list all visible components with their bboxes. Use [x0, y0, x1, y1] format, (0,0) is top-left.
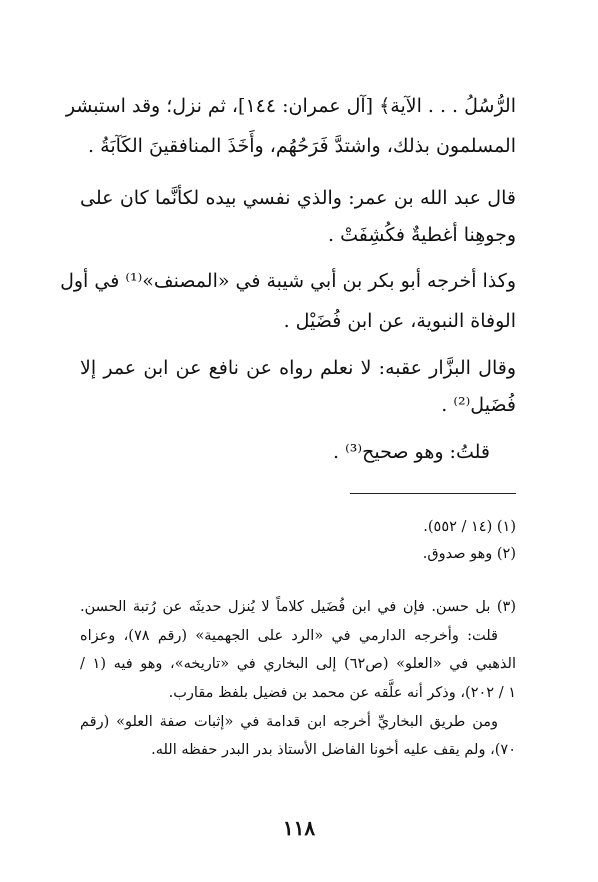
- footnote-3-line-6: ٧٠)، ولم يقف عليه أخونا الفاضل الأستاذ بدر البدر حفظه الله.: [151, 742, 516, 758]
- paragraph-4-line-2: فُضَيل⁽²⁾ .: [441, 394, 516, 416]
- paragraph-1-line-2: المسلمون بذلك، واشتدَّ فَرَحُهُم، وأَخَذَ المنافقينَ الكَآبَةُ .: [88, 135, 516, 157]
- footnote-3-line-2: قلت: وأخرجه الدارمي في «الرد على الجهمية» (رقم ٧٨)، وعزاه: [80, 628, 498, 644]
- paragraph-2-line-1: قال عبد الله بن عمر: والذي نفسي بيده لكأنَّما كان على: [80, 187, 516, 209]
- footnote-1: (١) (١٤ / ٥٥٢).: [423, 519, 516, 535]
- paragraph-4-line-1: وقال البزَّار عقبه: لا نعلم رواه عن نافع عن ابن عمر إلا: [80, 357, 516, 379]
- page-number: ١١٨: [282, 816, 316, 840]
- paragraph-3-line-1: وكذا أخرجه أبو بكر بن أبي شيبة في «المصنف»⁽¹⁾ في أول: [60, 270, 516, 292]
- footnote-2: (٢) وهو صدوق.: [422, 546, 516, 562]
- paragraph-1-line-1: الرُّسُلُ . . . الآية﴾ [آل عمران: ١٤٤]، ثم نزل؛ وقد استبشر: [65, 95, 516, 117]
- footnote-3-line-3: الذهبي في «العلو» (ص٦٢) إلى البخاري في «تاريخه»، وهو فيه (١ /: [80, 656, 516, 672]
- footnote-3-line-5: ومن طريق البخاريِّ أخرجه ابن قدامة في «إثبات صفة العلو» (رقم: [80, 714, 498, 730]
- paragraph-5-line-1: قلتُ: وهو صحيح⁽³⁾ .: [333, 441, 490, 463]
- footnote-3-line-1: (٣) بل حسن. فإن في ابن فُضَيل كلاماً لا يُنزل حديثَه عن رُتبة الحسن.: [80, 599, 516, 615]
- paragraph-3-line-2: الوفاة النبوية، عن ابن فُضَيْل .: [283, 310, 516, 332]
- footnote-3-line-4: ١ / ٢٠٢)، وذكر أنه علَّقه عن محمد بن فضيل بلفظ مقارب.: [168, 685, 516, 701]
- paragraph-2-line-2: وجوهِنا أغطيةٌ فكُشِفَتْ .: [328, 224, 516, 246]
- footnote-divider: [350, 493, 516, 494]
